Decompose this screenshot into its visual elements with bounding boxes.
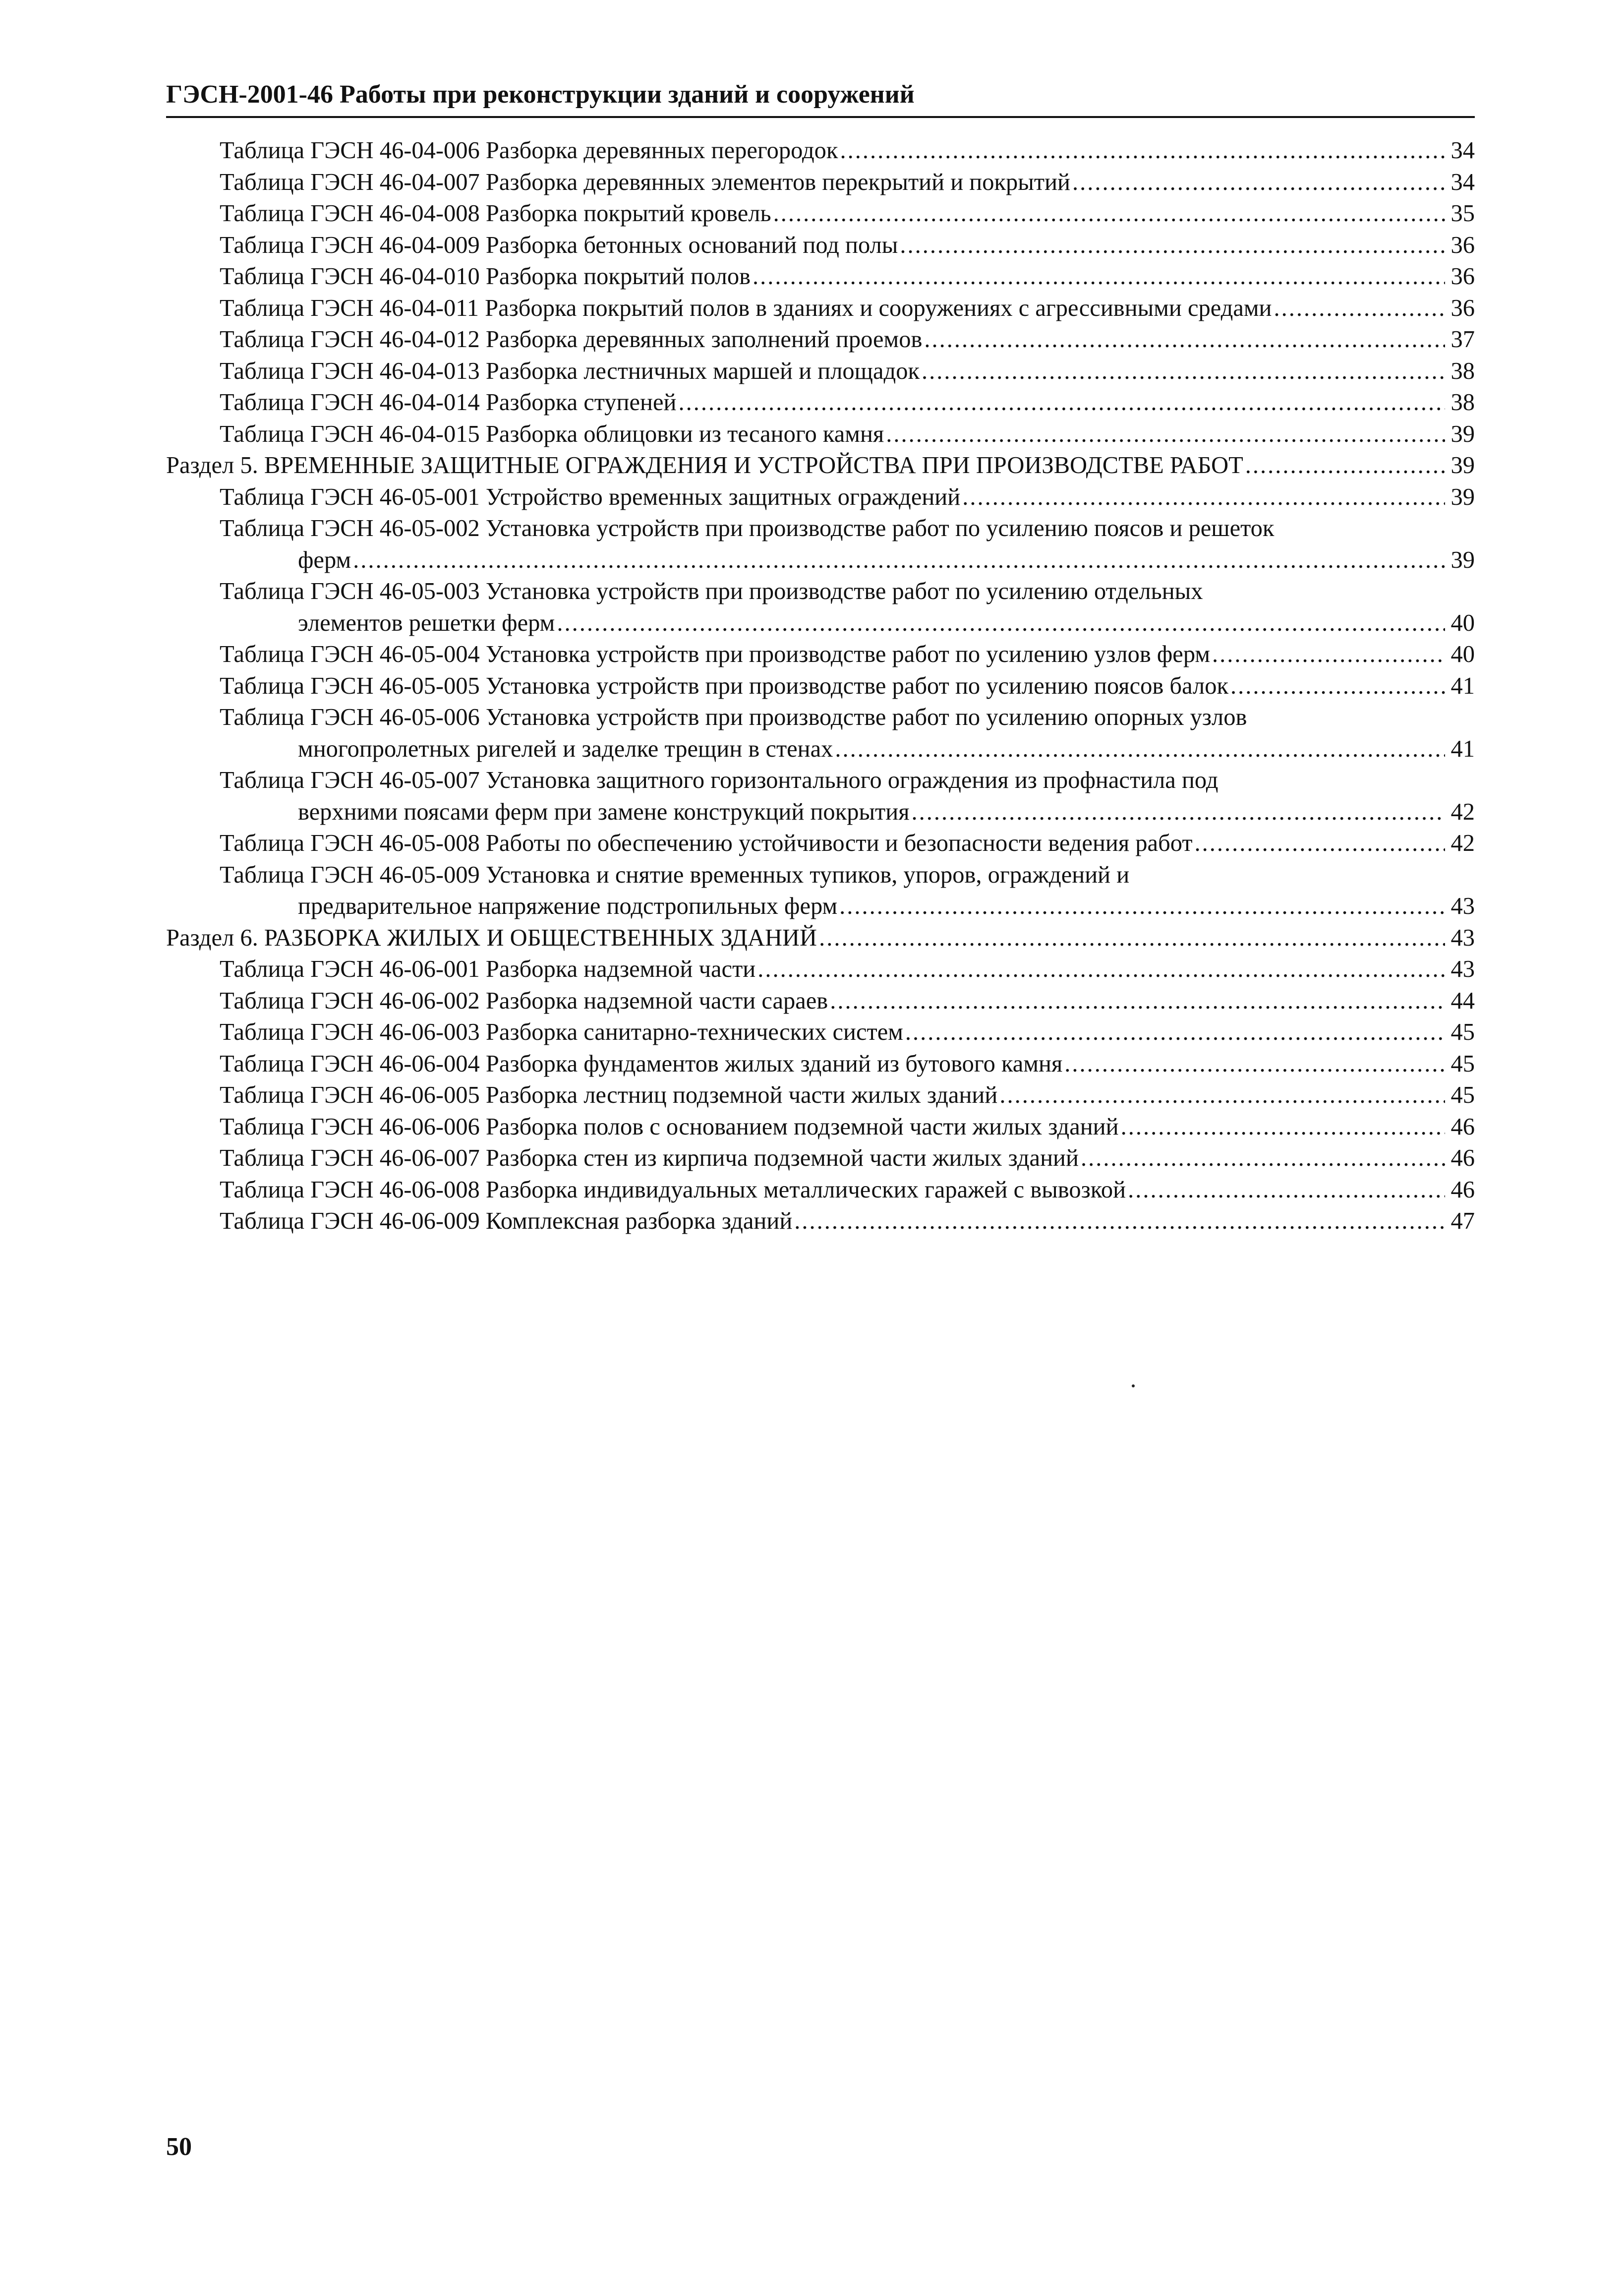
- toc-entry-text: Таблица ГЭСН 46-06-006 Разборка полов с основанием подземной части жилых зданий: [220, 1113, 1119, 1140]
- dot-leader: [557, 607, 1445, 639]
- toc-table-entry[interactable]: [166, 1079, 1475, 1111]
- dot-leader: [678, 387, 1445, 419]
- toc-entry-text: Таблица ГЭСН 46-05-006 Установка устройств при производстве работ по усилению опорных узлов: [220, 704, 1247, 730]
- toc-entry-text: Таблица ГЭСН 46-06-001 Разборка надземной части: [220, 956, 756, 982]
- toc-page-number: 37: [1450, 326, 1475, 353]
- toc-page-number: 39: [1450, 483, 1475, 510]
- toc-entry-text: Таблица ГЭСН 46-05-009 Установка и снятие временных тупиков, упоров, ограждений и: [220, 861, 1130, 888]
- toc-table-entry[interactable]: [166, 765, 1475, 828]
- toc-entry-text: Раздел 6. РАЗБОРКА ЖИЛЫХ И ОБЩЕСТВЕННЫХ ЗДАНИЙ: [166, 924, 817, 951]
- toc-page-number: 46: [1450, 1113, 1475, 1140]
- toc-entry-text: элементов решетки ферм: [298, 609, 555, 636]
- toc-entry-text: Таблица ГЭСН 46-04-014 Разборка ступеней: [220, 389, 677, 416]
- toc-table-entry[interactable]: [166, 639, 1475, 670]
- toc-table-entry[interactable]: [166, 1048, 1475, 1080]
- toc-page-number: 39: [1450, 546, 1475, 573]
- toc-table-entry[interactable]: [166, 513, 1475, 576]
- toc-page-number: 41: [1450, 735, 1475, 762]
- dot-leader: [912, 796, 1445, 828]
- dot-leader: [1072, 167, 1445, 198]
- toc-entry-text: Таблица ГЭСН 46-06-003 Разборка санитарно-технических систем: [220, 1019, 903, 1045]
- toc-table-entry[interactable]: [166, 1142, 1475, 1174]
- dot-leader: [905, 1016, 1445, 1048]
- toc-table-entry[interactable]: [166, 670, 1475, 702]
- toc-table-entry[interactable]: [166, 167, 1475, 198]
- dot-leader: [886, 419, 1445, 450]
- dot-leader: [839, 891, 1445, 922]
- toc-page-number: 44: [1450, 987, 1475, 1014]
- toc-table-entry[interactable]: [166, 985, 1475, 1017]
- dot-leader: [830, 985, 1445, 1017]
- toc-entry-text: Таблица ГЭСН 46-06-008 Разборка индивидуальных металлических гаражей с вывозкой: [220, 1176, 1126, 1203]
- dot-leader: [773, 198, 1445, 230]
- toc-entry-text: Таблица ГЭСН 46-06-004 Разборка фундаментов жилых зданий из бутового камня: [220, 1050, 1063, 1077]
- toc-entry-text: Таблица ГЭСН 46-04-013 Разборка лестничных маршей и площадок: [220, 358, 920, 384]
- dot-leader: [1121, 1111, 1445, 1143]
- toc-page-number: 42: [1450, 830, 1475, 856]
- dot-leader: [962, 481, 1445, 513]
- toc-entry-text: Таблица ГЭСН 46-04-007 Разборка деревянных элементов перекрытий и покрытий: [220, 169, 1070, 195]
- toc-section-entry[interactable]: [166, 922, 1475, 954]
- toc-page-number: 36: [1450, 295, 1475, 321]
- toc-table-entry[interactable]: [166, 261, 1475, 293]
- toc-page-number: 42: [1450, 798, 1475, 825]
- toc-table-entry[interactable]: [166, 230, 1475, 261]
- toc-page-number: 41: [1450, 672, 1475, 699]
- toc-table-entry[interactable]: [166, 954, 1475, 985]
- dot-leader: [753, 261, 1445, 293]
- toc-entry-text: Таблица ГЭСН 46-05-002 Установка устройств при производстве работ по усилению поясов и решеток: [220, 515, 1275, 541]
- toc-table-entry[interactable]: [166, 576, 1475, 639]
- toc-page-number: 40: [1450, 609, 1475, 636]
- toc-entry-text: Таблица ГЭСН 46-05-005 Установка устройств при производстве работ по усилению поясов балок: [220, 672, 1229, 699]
- toc-table-entry[interactable]: [166, 1174, 1475, 1206]
- toc-table-entry[interactable]: [166, 859, 1475, 922]
- toc-page-number: 43: [1450, 893, 1475, 919]
- dot-leader: [840, 135, 1445, 167]
- dot-leader: [924, 324, 1445, 356]
- toc-page-number: 36: [1450, 232, 1475, 258]
- toc-page-number: 34: [1450, 169, 1475, 195]
- toc-entry-text: Таблица ГЭСН 46-05-001 Устройство временных защитных ограждений: [220, 483, 961, 510]
- toc-entry-text: Таблица ГЭСН 46-06-005 Разборка лестниц подземной части жилых зданий: [220, 1082, 998, 1108]
- toc-entry-text: предварительное напряжение подстропильных ферм: [298, 893, 838, 919]
- toc-table-entry[interactable]: [166, 293, 1475, 324]
- toc-entry-text: Таблица ГЭСН 46-05-007 Установка защитного горизонтального ограждения из профнастила под: [220, 767, 1218, 793]
- dot-leader: [794, 1205, 1445, 1237]
- scan-speck: [1132, 1384, 1135, 1387]
- toc-entry-text: многопролетных ригелей и заделке трещин в стенах: [298, 735, 833, 762]
- toc-page-number: 46: [1450, 1176, 1475, 1203]
- running-header: ГЭСН-2001-46 Работы при реконструкции зданий и сооружений: [166, 80, 915, 109]
- toc-page-number: 39: [1450, 420, 1475, 447]
- dot-leader: [1064, 1048, 1445, 1080]
- toc-entry-text: Таблица ГЭСН 46-06-002 Разборка надземной части сараев: [220, 987, 828, 1014]
- toc-page-number: 45: [1450, 1019, 1475, 1045]
- toc-entry-text: ферм: [298, 546, 351, 573]
- toc-table-entry[interactable]: [166, 198, 1475, 230]
- dot-leader: [819, 922, 1445, 954]
- toc-page-number: 40: [1450, 641, 1475, 667]
- toc-entry-text: Таблица ГЭСН 46-06-009 Комплексная разборка зданий: [220, 1208, 793, 1234]
- toc-page-number: 39: [1450, 452, 1475, 478]
- toc-entry-text: Таблица ГЭСН 46-04-006 Разборка деревянных перегородок: [220, 137, 838, 164]
- toc-page-number: 45: [1450, 1082, 1475, 1108]
- toc-section-entry[interactable]: [166, 450, 1475, 481]
- toc-table-entry[interactable]: [166, 1205, 1475, 1237]
- dot-leader: [922, 356, 1445, 387]
- toc-entry-text: Таблица ГЭСН 46-04-012 Разборка деревянных заполнений проемов: [220, 326, 923, 353]
- dot-leader: [835, 733, 1445, 765]
- toc-page-number: 38: [1450, 358, 1475, 384]
- toc-table-entry[interactable]: [166, 1111, 1475, 1143]
- toc-page-number: 43: [1450, 924, 1475, 951]
- toc-entry-text: верхними поясами ферм при замене конструкций покрытия: [298, 798, 910, 825]
- toc-table-entry[interactable]: [166, 419, 1475, 450]
- toc-table-entry[interactable]: [166, 135, 1475, 167]
- toc-page-number: 47: [1450, 1208, 1475, 1234]
- toc-entry-text: Раздел 5. ВРЕМЕННЫЕ ЗАЩИТНЫЕ ОГРАЖДЕНИЯ И УСТРОЙСТВА ПРИ ПРОИЗВОДСТВЕ РАБОТ: [166, 452, 1243, 478]
- toc-table-entry[interactable]: [166, 356, 1475, 387]
- toc-entry-text: Таблица ГЭСН 46-04-015 Разборка облицовки из тесаного камня: [220, 420, 884, 447]
- toc-page-number: 43: [1450, 956, 1475, 982]
- toc-table-entry[interactable]: [166, 324, 1475, 356]
- table-of-contents: [166, 135, 1475, 1237]
- toc-page-number: 38: [1450, 389, 1475, 416]
- toc-entry-text: Таблица ГЭСН 46-04-008 Разборка покрытий кровель: [220, 200, 771, 227]
- toc-table-entry[interactable]: [166, 702, 1475, 765]
- dot-leader: [1128, 1174, 1445, 1206]
- toc-table-entry[interactable]: [166, 1016, 1475, 1048]
- page-number: 50: [166, 2133, 192, 2161]
- dot-leader: [353, 544, 1445, 576]
- toc-entry-text: Таблица ГЭСН 46-04-009 Разборка бетонных оснований под полы: [220, 232, 898, 258]
- toc-page-number: 45: [1450, 1050, 1475, 1077]
- dot-leader: [900, 230, 1445, 261]
- dot-leader: [1081, 1142, 1445, 1174]
- toc-table-entry[interactable]: [166, 828, 1475, 859]
- toc-page-number: 35: [1450, 200, 1475, 227]
- toc-page-number: 36: [1450, 263, 1475, 290]
- toc-entry-text: Таблица ГЭСН 46-05-008 Работы по обеспечению устойчивости и безопасности ведения работ: [220, 830, 1193, 856]
- dot-leader: [1212, 639, 1445, 670]
- toc-table-entry[interactable]: [166, 481, 1475, 513]
- dot-leader: [1245, 450, 1445, 481]
- toc-entry-text: Таблица ГЭСН 46-05-003 Установка устройств при производстве работ по усилению отдельных: [220, 578, 1203, 604]
- toc-entry-text: Таблица ГЭСН 46-05-004 Установка устройств при производстве работ по усилению узлов ферм: [220, 641, 1211, 667]
- dot-leader: [1230, 670, 1445, 702]
- dot-leader: [999, 1079, 1445, 1111]
- toc-page-number: 34: [1450, 137, 1475, 164]
- dot-leader: [757, 954, 1445, 985]
- dot-leader: [1195, 828, 1445, 859]
- header-rule: [166, 116, 1475, 118]
- toc-entry-text: Таблица ГЭСН 46-06-007 Разборка стен из кирпича подземной части жилых зданий: [220, 1145, 1079, 1171]
- toc-table-entry[interactable]: [166, 387, 1475, 419]
- toc-entry-text: Таблица ГЭСН 46-04-011 Разборка покрытий полов в зданиях и сооружениях с агрессивными средами: [220, 295, 1272, 321]
- toc-page-number: 46: [1450, 1145, 1475, 1171]
- toc-entry-text: Таблица ГЭСН 46-04-010 Разборка покрытий полов: [220, 263, 751, 290]
- dot-leader: [1274, 293, 1445, 324]
